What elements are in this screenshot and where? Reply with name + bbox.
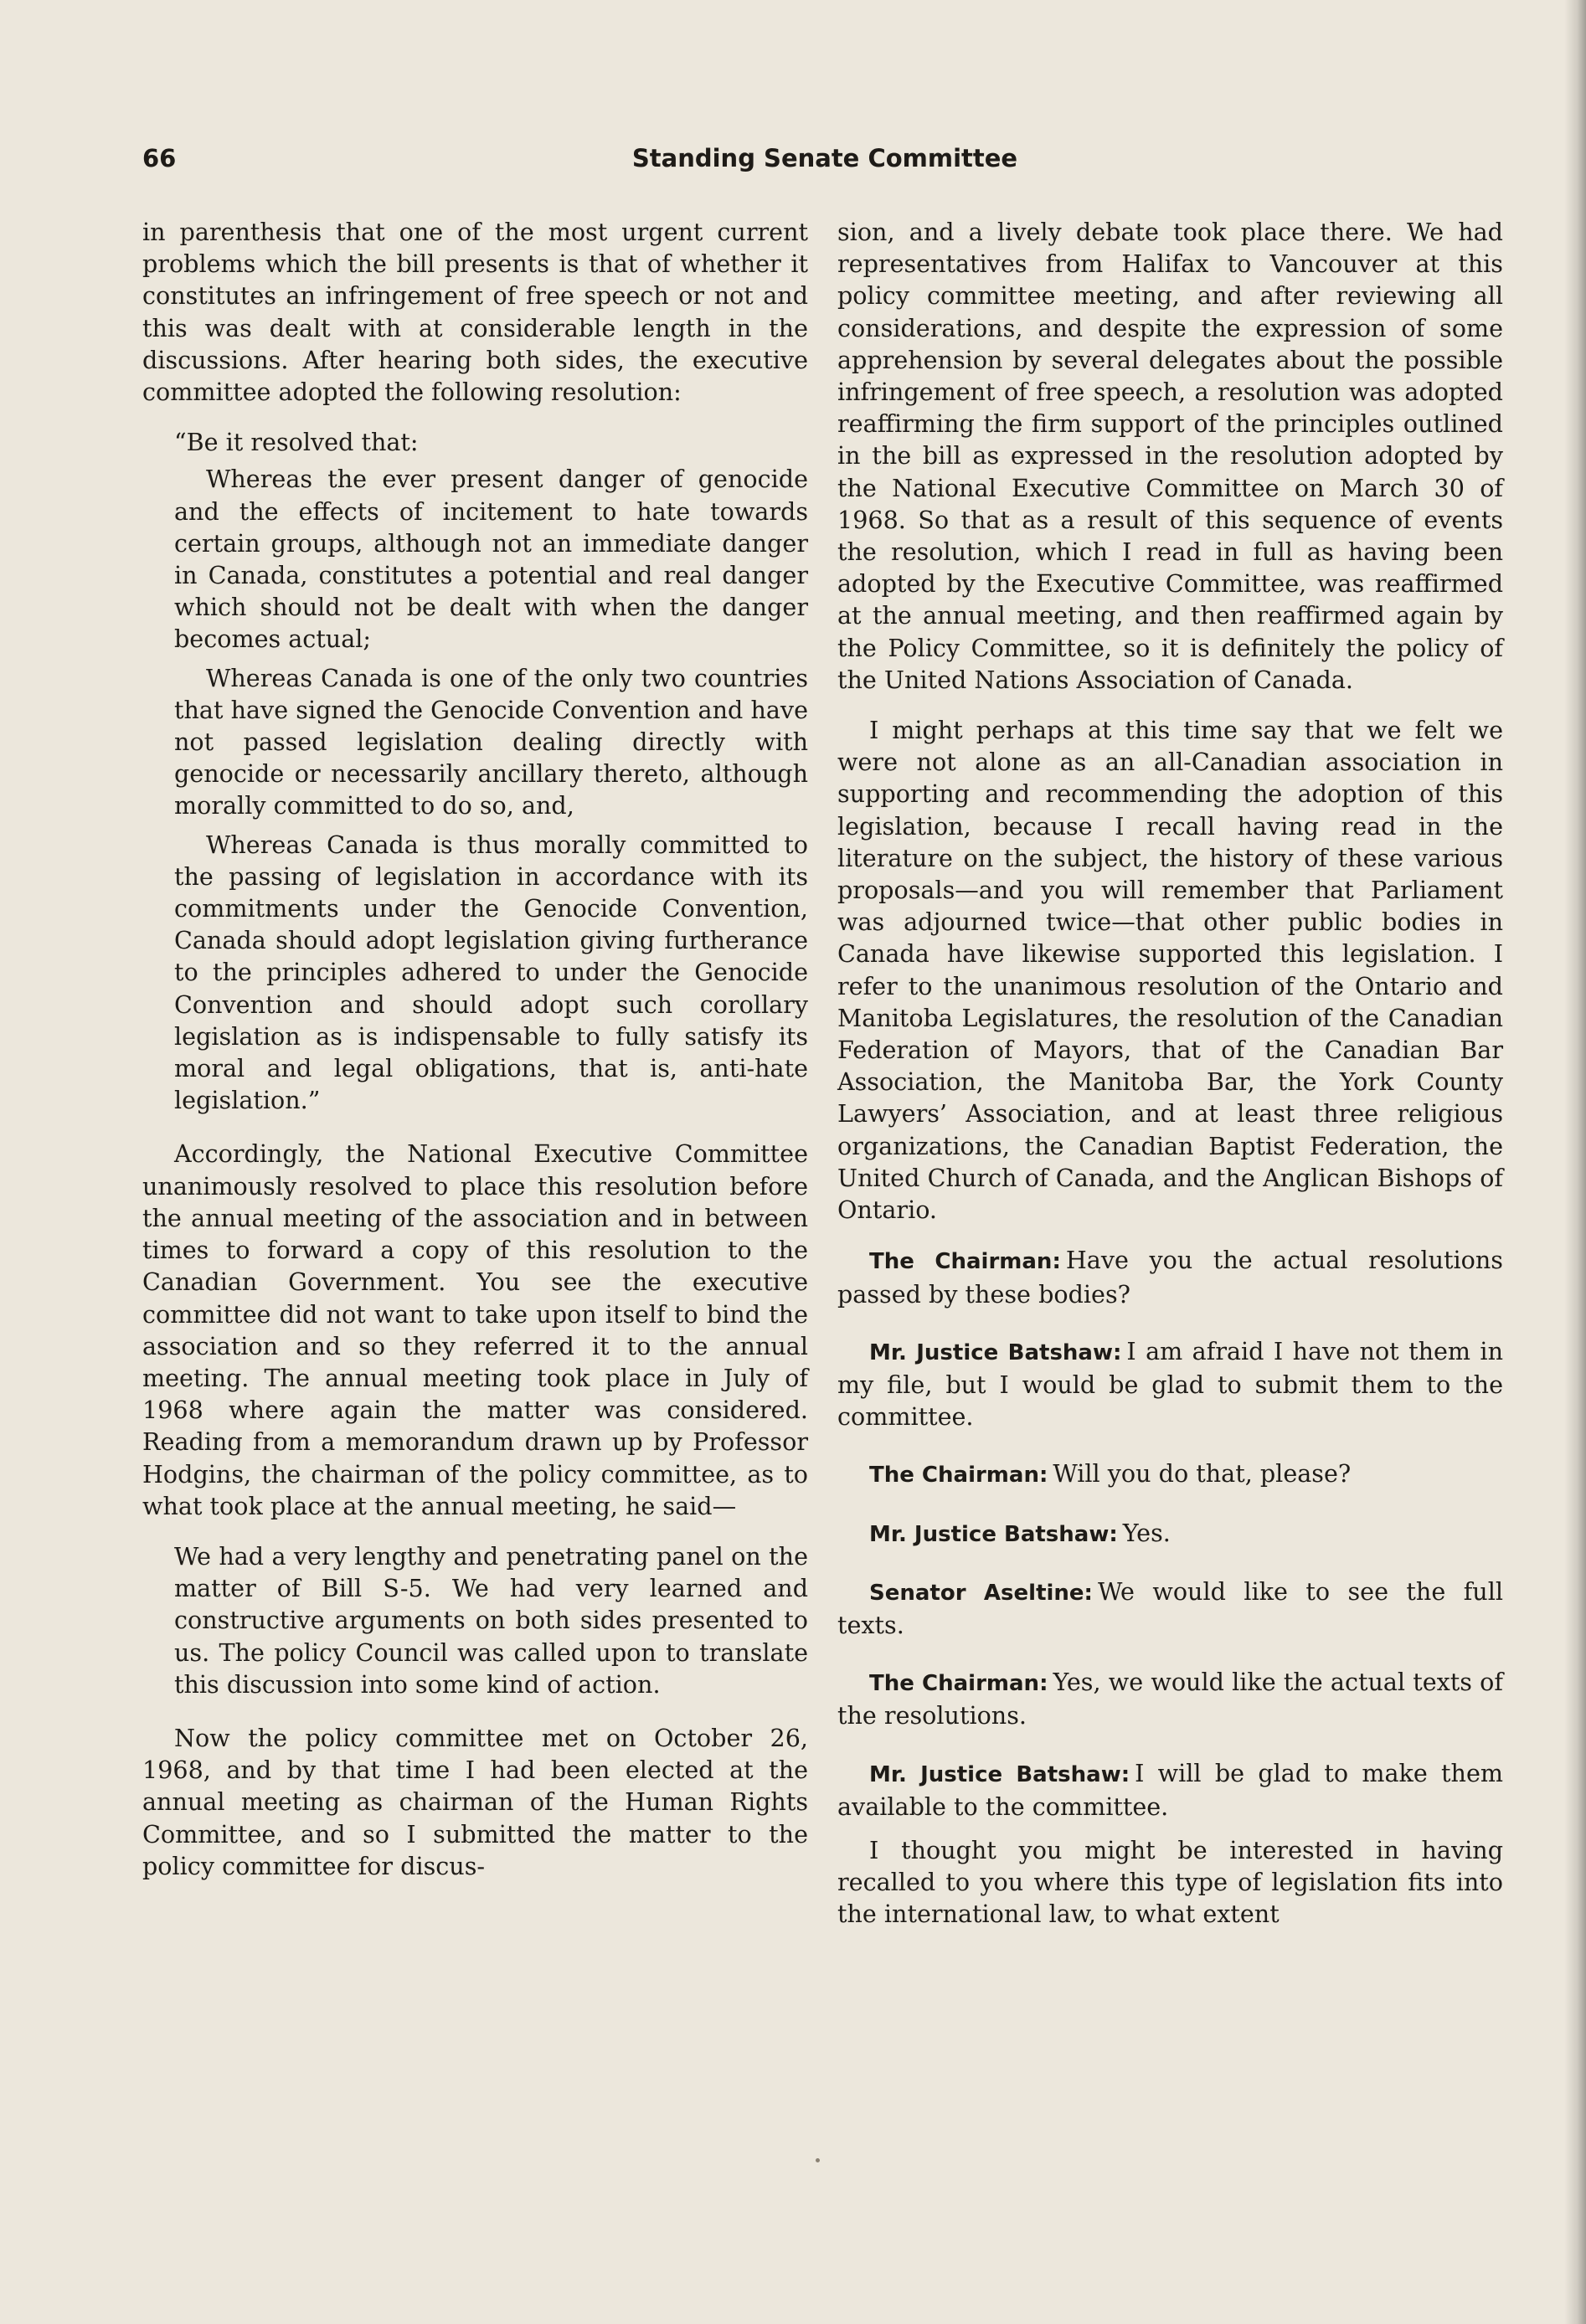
page-edge-shadow	[1564, 0, 1586, 2324]
speaker-name: Senator Aseltine:	[869, 1580, 1093, 1606]
paragraph: in parenthesis that one of the most urgent current problems which the bill presents is that of whether it constitutes an infringement of free speech or not and this was dealt with at considerable length in the discussions. After hearing both sides, the executive committee adopted the following resolution:	[142, 218, 808, 407]
paragraph: sion, and a lively debate took place there. We had representatives from Halifax to Vancouver at this policy committee meeting, and after reviewing all considerations, and despite the expression of some apprehension by several delegates about the possible infringement of free speech, a resolution was adopted reaffirming the firm support of the principles outlined in the bill as expressed in the resolution adopted by the National Executive Committee on March 30 of 1968. So that as a result of this sequence of events the resolution, which I read in full as having been adopted by the Executive Committee, was reaffirmed at the annual meeting, and then reaffirmed again by the Policy Committee, so it is definitely the policy of the United Nations Association of Canada.	[837, 218, 1503, 694]
speaker-name: The Chairman:	[869, 1671, 1048, 1697]
resolution-quote	[174, 426, 808, 1116]
speech	[837, 1244, 1503, 1309]
speech-text: Yes.	[1122, 1518, 1171, 1547]
speech	[837, 1576, 1503, 1641]
speaker-name: The Chairman:	[869, 1249, 1061, 1275]
resolution-lead: “Be it resolved that:	[174, 428, 419, 457]
speech-text: Yes, we would like the actual texts of the resolutions.	[837, 1668, 1503, 1730]
left-column	[142, 216, 808, 1900]
resolution-clause: Whereas Canada is one of the only two countries that have signed the Genocide Convention and have not passed legislation dealing directly with genocide or necessarily ancillary thereto, although morally committed to do so, and,	[174, 663, 808, 820]
resolution-clause: Whereas the ever present danger of genocide and the effects of incitement to hate towards certain groups, although not an immediate danger in Canada, constitutes a potential and real danger which should not be dealt with when the danger becomes actual;	[174, 465, 808, 654]
paragraph: I might perhaps at this time say that we felt we were not alone as an all-Canadian association in supporting and recommending the adoption of this legislation, because I recall having read in the literature on the subject, the history of these various proposals—and you will remember that Parliament was adjourned twice—that other public bodies in Canada have likewise supported this legislation. I refer to the unanimous resolution of the Ontario and Manitoba Legislatures, the resolution of the Canadian Federation of Mayors, that of the Canadian Bar Association, the Manitoba Bar, the York County Lawyers’ Association, and at least three religious organizations, the Canadian Baptist Federation, the United Church of Canada, and the Anglican Bishops of Ontario.	[837, 716, 1503, 1225]
speech	[837, 1517, 1503, 1550]
speaker-name: Mr. Justice Batshaw:	[869, 1761, 1130, 1787]
speech-text: I am afraid I have not them in my file, but I would be glad to submit them to the committee.	[837, 1336, 1503, 1432]
resolution-clause: Whereas Canada is thus morally committed to the passing of legislation in accordance with its commitments under the Genocide Convention, Canada should adopt legislation giving furtherance to the principles adhered to under the Genocide Convention and should adopt such corollary legislation as is indispensable to fully satisfy its moral and legal obligations, that is, anti-hate legislation.”	[174, 830, 808, 1115]
speech-text: We would like to see the full texts.	[837, 1576, 1503, 1639]
speech-text: Will you do that, please?	[1053, 1459, 1352, 1488]
speech	[837, 1458, 1503, 1491]
speaker-name: Mr. Justice Batshaw:	[869, 1521, 1118, 1547]
speech-text: Have you the actual resolutions passed by these bodies?	[837, 1246, 1503, 1309]
memorandum-quote	[174, 1540, 808, 1700]
page-header	[142, 144, 1507, 186]
ink-speck	[816, 2158, 820, 2162]
running-title: Standing Senate Committee	[631, 144, 1018, 172]
speech	[837, 1335, 1503, 1433]
paragraph: Accordingly, the National Executive Committee unanimously resolved to place this resolution before the annual meeting of the association and in between times to forward a copy of this resolution to the Canadian Government. You see the executive committee did not want to take upon itself to bind the association and so they referred it to the annual meeting. The annual meeting took place in July of 1968 where again the matter was considered. Reading from a memorandum drawn up by Professor Hodgins, the chairman of the policy committee, as to what took place at the annual meeting, he said—	[142, 1139, 808, 1520]
paragraph: Now the policy committee met on October 26, 1968, and by that time I had been elected at the annual meeting as chairman of the Human Rights Committee, and so I submitted the matter to the policy committee for discus-	[142, 1723, 808, 1880]
speaker-name: The Chairman:	[869, 1463, 1048, 1488]
speech	[837, 1666, 1503, 1731]
paragraph: I thought you might be interested in having recalled to you where this type of legislation fits into the international law, to what extent	[837, 1835, 1503, 1929]
page-number: 66	[142, 144, 177, 172]
speech	[837, 1757, 1503, 1823]
memorandum-quote-text: We had a very lengthy and penetrating panel on the matter of Bill S-5. We had very learned and constructive arguments on both sides presented to us. The policy Council was called upon to translate this discussion into some kind of action.	[174, 1541, 808, 1699]
speaker-name: Mr. Justice Batshaw:	[869, 1339, 1122, 1365]
right-column	[837, 216, 1503, 1931]
speech-text: I will be glad to make them available to the committee.	[837, 1758, 1503, 1821]
